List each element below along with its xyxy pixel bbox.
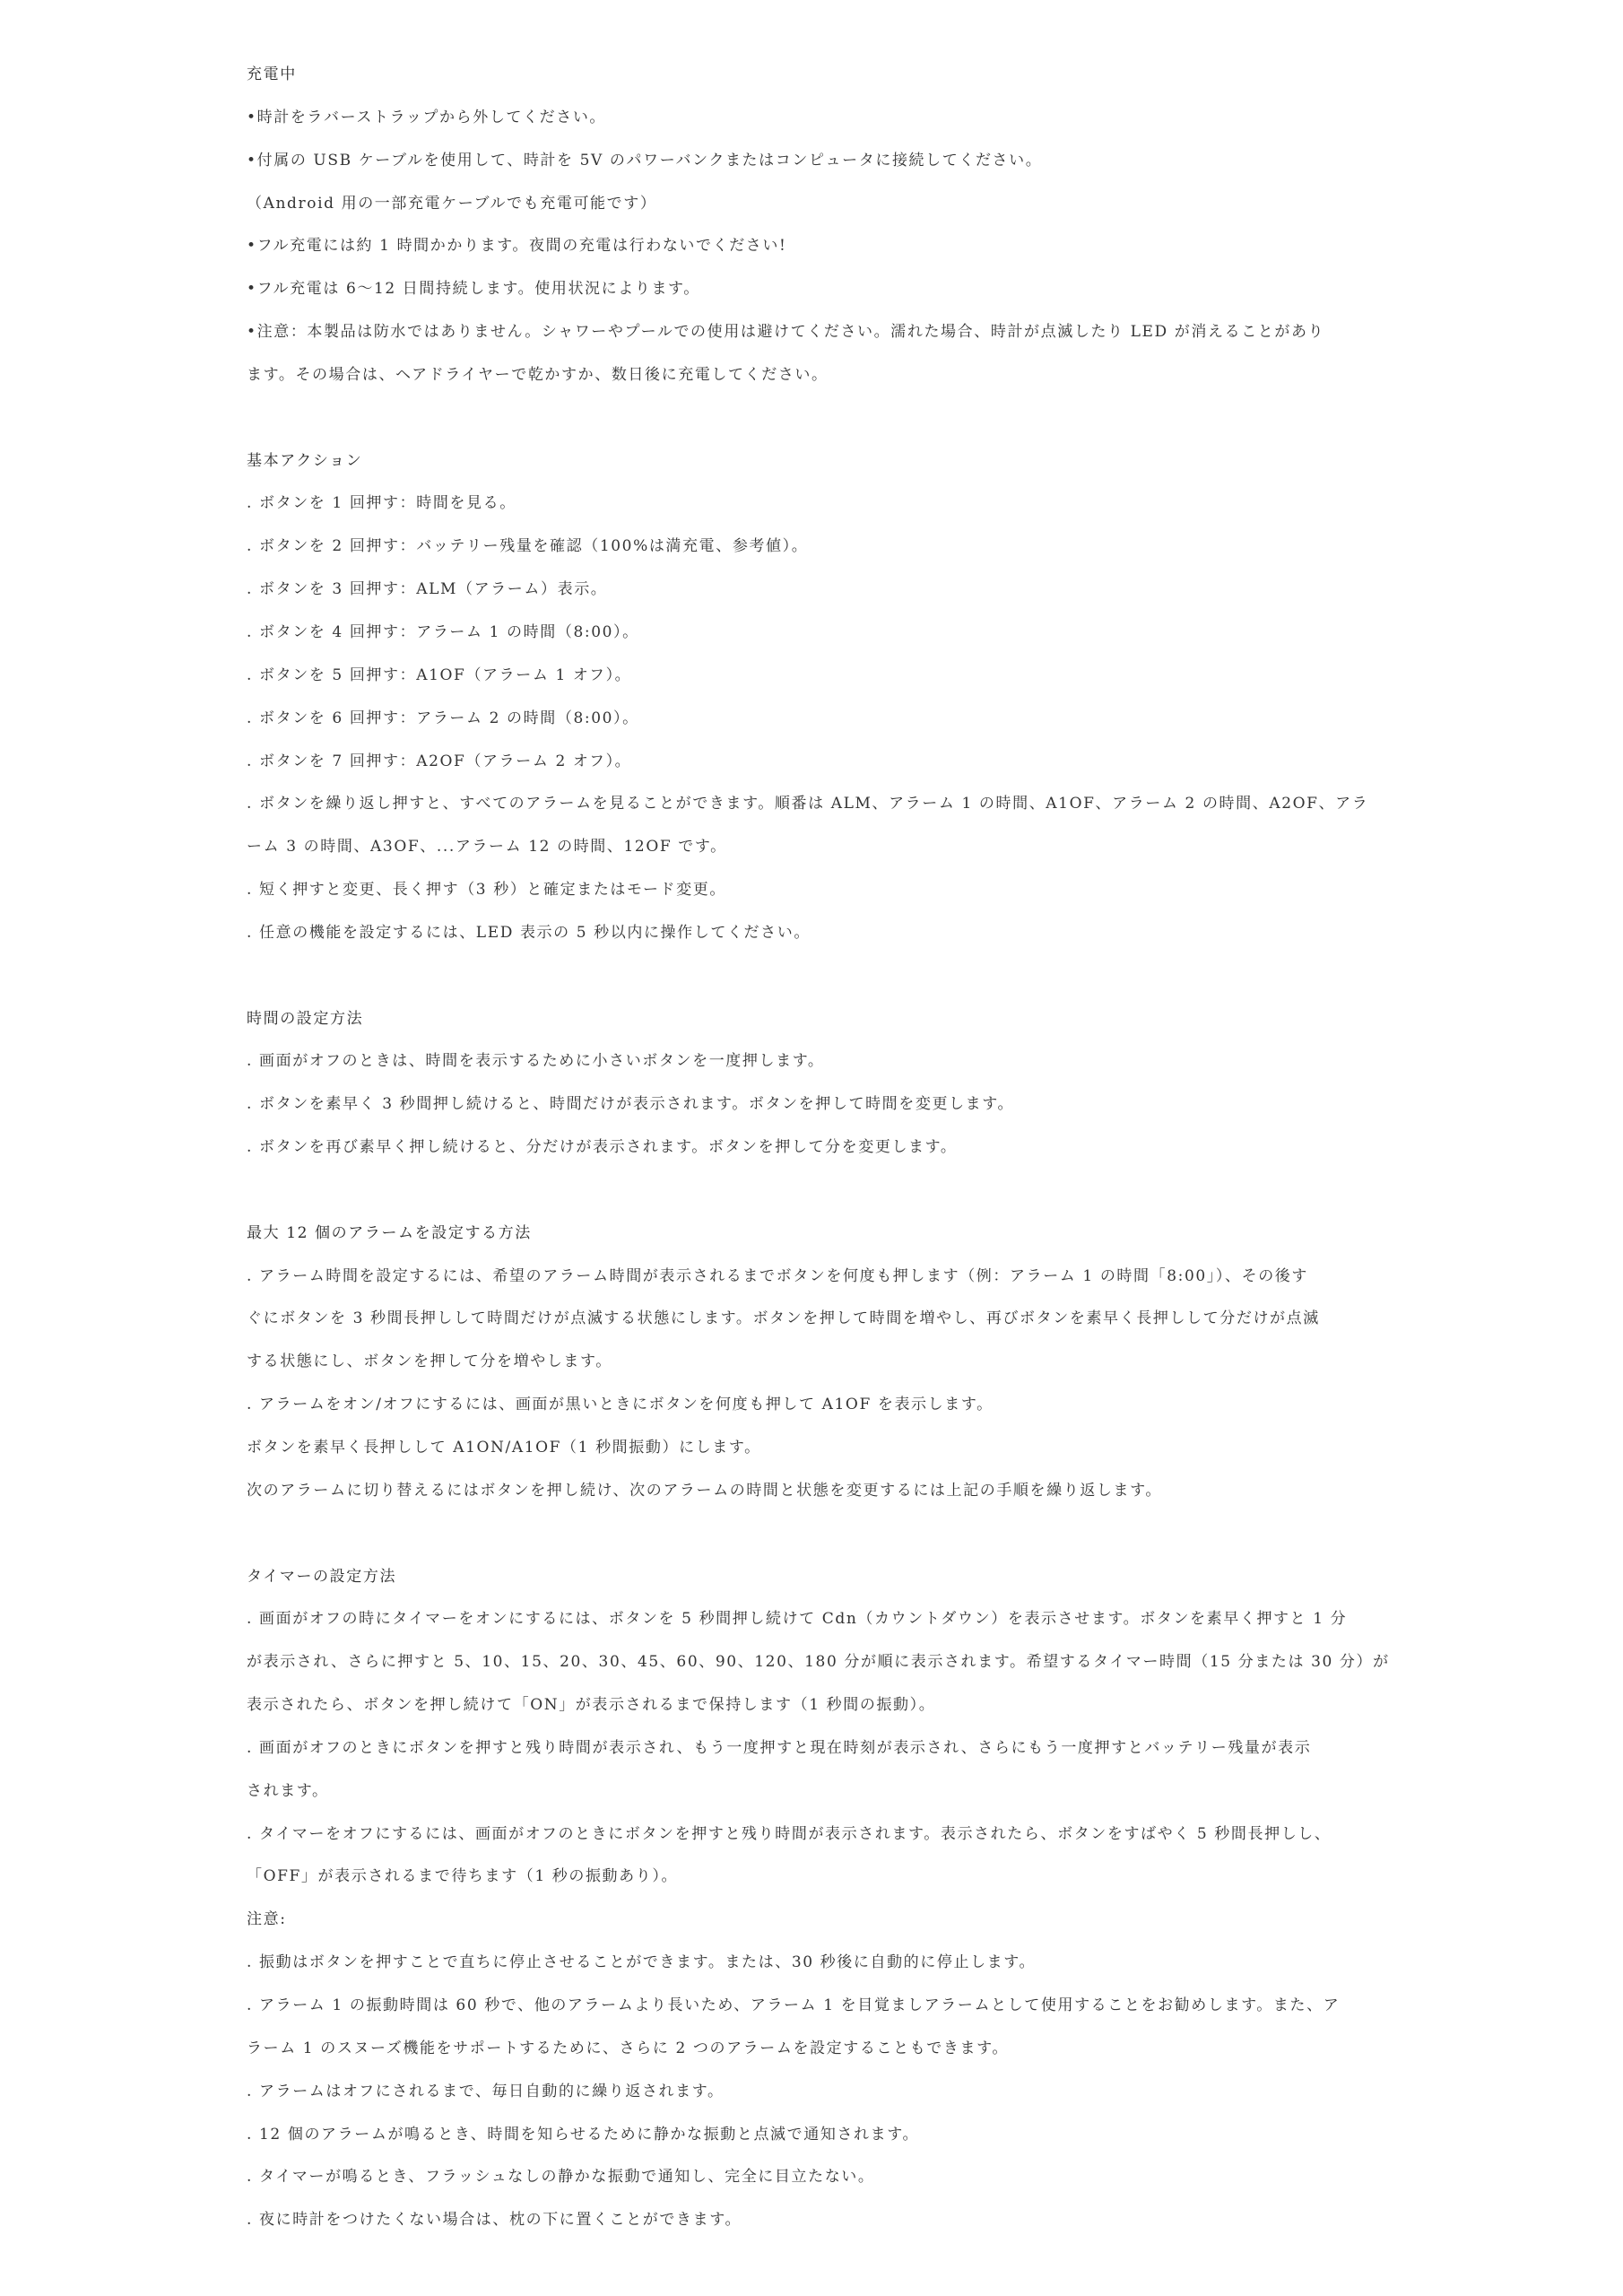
charging-line-2: •付属の USB ケーブルを使用して、時計を 5V のパワーバンクまたはコンピュータに接続してください。 xyxy=(247,151,1043,170)
section-spacer xyxy=(247,955,1394,998)
section-spacer xyxy=(247,1513,1394,1556)
time-setting-line-3: . ボタンを再び素早く押し続けると、分だけが表示されます。ボタンを押して分を変更します。 xyxy=(247,1138,958,1157)
timer-setting-line-7: 「OFF」が表示されるまで待ちます（1 秒の振動あり）。 xyxy=(247,1867,679,1886)
section-heading-charging: 充電中 xyxy=(247,65,297,83)
notes-line-4: . アラームはオフにされるまで、毎日自動的に繰り返されます。 xyxy=(247,2082,725,2100)
section-heading-time-setting: 時間の設定方法 xyxy=(247,1009,364,1028)
alarm-setting-line-1: . アラーム時間を設定するには、希望のアラーム時間が表示されるまでボタンを何度も押します（例：アラーム 1 の時間「8:00」）、その後す xyxy=(247,1266,1309,1285)
basic-line-6: . ボタンを 6 回押す：アラーム 2 の時間（8:00）。 xyxy=(247,709,639,727)
basic-line-11: . 任意の機能を設定するには、LED 表示の 5 秒以内に操作してください。 xyxy=(247,923,811,942)
notes-line-5: . 12 個のアラームが鳴るとき、時間を知らせるために静かな振動と点滅で通知されます。 xyxy=(247,2125,920,2144)
timer-setting-line-3: 表示されたら、ボタンを押し続けて「ON」が表示されるまで保持します（1 秒間の振動）。 xyxy=(247,1696,936,1715)
basic-line-2: . ボタンを 2 回押す：バッテリー残量を確認（100%は満充電、参考値）。 xyxy=(247,537,809,556)
section-heading-timer-setting: タイマーの設定方法 xyxy=(247,1567,397,1586)
section-spacer xyxy=(247,397,1394,440)
document-page xyxy=(247,54,1394,2242)
alarm-setting-line-2: ぐにボタンを 3 秒間長押しして時間だけが点滅する状態にします。ボタンを押して時間を増やし、再びボタンを素早く長押しして分だけが点滅 xyxy=(247,1309,1320,1328)
basic-line-3: . ボタンを 3 回押す：ALM（アラーム）表示。 xyxy=(247,580,608,599)
charging-line-3: （Android 用の一部充電ケーブルでも充電可能です） xyxy=(247,194,657,213)
basic-line-5: . ボタンを 5 回押す：A1OF（アラーム 1 オフ）。 xyxy=(247,665,632,684)
section-heading-notes: 注意: xyxy=(247,1910,287,1929)
charging-line-1: •時計をラバーストラップから外してください。 xyxy=(247,108,607,126)
notes-line-2: . アラーム 1 の振動時間は 60 秒で、他のアラームより長いため、アラーム 1 を目覚ましアラームとして使用することをお勧めします。また、ア xyxy=(247,1996,1341,2014)
section-heading-alarm-setting: 最大 12 個のアラームを設定する方法 xyxy=(247,1223,532,1242)
notes-line-1: . 振動はボタンを押すことで直ちに停止させることができます。または、30 秒後に自動的に停止します。 xyxy=(247,1953,1037,1972)
charging-line-4: •フル充電には約 1 時間かかります。夜間の充電は行わないでください! xyxy=(247,237,787,256)
basic-line-9: ーム 3 の時間、A3OF、...アラーム 12 の時間、12OF です。 xyxy=(247,838,727,857)
basic-line-4: . ボタンを 4 回押す：アラーム 1 の時間（8:00）。 xyxy=(247,622,639,641)
alarm-setting-line-5: ボタンを素早く長押しして A1ON/A1OF（1 秒間振動）にします。 xyxy=(247,1439,761,1457)
basic-line-10: . 短く押すと変更、長く押す（3 秒）と確定またはモード変更。 xyxy=(247,881,726,900)
timer-setting-line-2: が表示され、さらに押すと 5、10、15、20、30、45、60、90、120、180 分が順に表示されます。希望するタイマー時間（15 分または 30 分）が xyxy=(247,1653,1390,1672)
basic-line-8: . ボタンを繰り返し押すと、すべてのアラームを見ることができます。順番は ALM、アラーム 1 の時間、A1OF、アラーム 2 の時間、A2OF、アラ xyxy=(247,795,1369,813)
timer-setting-line-5: されます。 xyxy=(247,1781,329,1800)
timer-setting-line-6: . タイマーをオフにするには、画面がオフのときにボタンを押すと残り時間が表示されます。表示されたら、ボタンをすばやく 5 秒間長押しし、 xyxy=(247,1824,1332,1843)
notes-line-6: . タイマーが鳴るとき、フラッシュなしの静かな振動で通知し、完全に目立たない。 xyxy=(247,2168,875,2187)
alarm-setting-line-4: . アラームをオン/オフにするには、画面が黒いときにボタンを何度も押して A1OF を表示します。 xyxy=(247,1396,994,1414)
charging-line-7: ます。その場合は、ヘアドライヤーで乾かすか、数日後に充電してください。 xyxy=(247,365,829,384)
charging-line-6: •注意：本製品は防水ではありません。シャワーやプールでの使用は避けてください。濡れた場合、時計が点滅したり LED が消えることがあり xyxy=(247,323,1325,342)
time-setting-line-1: . 画面がオフのときは、時間を表示するために小さいボタンを一度押します。 xyxy=(247,1052,825,1071)
timer-setting-line-1: . 画面がオフの時にタイマーをオンにするには、ボタンを 5 秒間押し続けて Cdn（カウントダウン）を表示させます。ボタンを素早く押すと 1 分 xyxy=(247,1610,1348,1629)
time-setting-line-2: . ボタンを素早く 3 秒間押し続けると、時間だけが表示されます。ボタンを押して時間を変更します。 xyxy=(247,1095,1015,1114)
basic-line-1: . ボタンを 1 回押す：時間を見る。 xyxy=(247,494,516,513)
section-spacer xyxy=(247,1170,1394,1213)
notes-line-3: ラーム 1 のスヌーズ機能をサポートするために、さらに 2 つのアラームを設定することもできます。 xyxy=(247,2039,1009,2057)
section-heading-basic: 基本アクション xyxy=(247,451,363,470)
timer-setting-line-4: . 画面がオフのときにボタンを押すと残り時間が表示され、もう一度押すと現在時刻が表示され、さらにもう一度押すとバッテリー残量が表示 xyxy=(247,1738,1312,1757)
alarm-setting-line-3: する状態にし、ボタンを押して分を増やします。 xyxy=(247,1352,612,1371)
charging-line-5: •フル充電は 6〜12 日間持続します。使用状況によります。 xyxy=(247,280,700,299)
notes-line-7: . 夜に時計をつけたくない場合は、枕の下に置くことができます。 xyxy=(247,2211,742,2230)
alarm-setting-line-6: 次のアラームに切り替えるにはボタンを押し続け、次のアラームの時間と状態を変更するには上記の手順を繰り返します。 xyxy=(247,1481,1162,1500)
basic-line-7: . ボタンを 7 回押す：A2OF（アラーム 2 オフ）。 xyxy=(247,752,632,770)
